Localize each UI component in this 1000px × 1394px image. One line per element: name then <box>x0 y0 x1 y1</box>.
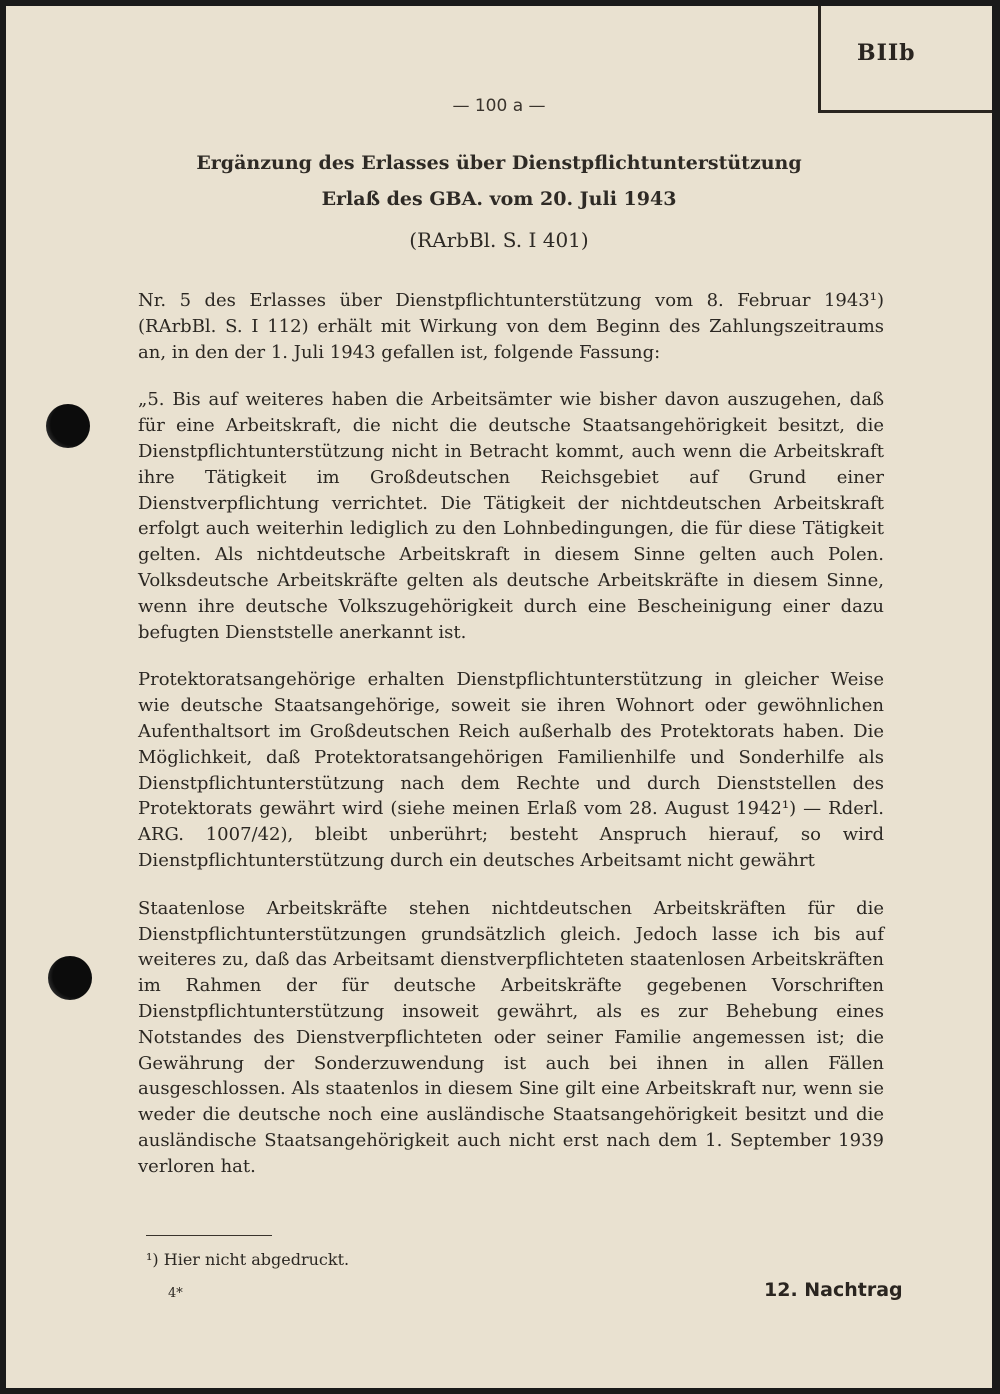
decree-reference: Erlaß des GBA. vom 20. Juli 1943 <box>321 188 677 210</box>
page-number: — 100 a — <box>452 96 546 116</box>
paragraph-intro: Nr. 5 des Erlasses über Dienstpflichtunterstützung vom 8. Februar 1943¹) (RArbBl. S. I 112) erhält mit Wirkung von dem Beginn des Zahlungszeitraums an, in den der 1. Juli 1943 gefallen ist, folgende Fassung: <box>138 290 884 363</box>
footnote: ¹) Hier nicht abgedruckt. <box>146 1250 350 1269</box>
document-body <box>138 288 884 1202</box>
supplement-label: 12. Nachtrag <box>764 1279 903 1301</box>
paragraph-protectorate: Protektoratsangehörige erhalten Dienstpflichtunterstützung in gleicher Weise wie deutsche Staatsangehörige, soweit sie ihren Wohnort oder gewöhnlichen Aufenthaltsort im Großdeutschen Reich außerhalb des Protektorats haben. Die Möglichkeit, daß Protektoratsangehörigen Familienhilfe und Sonderhilfe als Dienstpflichtunterstützung nach dem Rechte und durch Dienststellen des Protektorats gewährt wird (siehe meinen Erlaß vom 28. August 1942¹) — Rderl. ARG. 1007/42), bleibt unberührt; besteht Anspruch hierauf, so wird Dienstpflichtunterstützung durch ein deutsches Arbeitsamt nicht gewährt <box>138 669 884 871</box>
document-title: Ergänzung des Erlasses über Dienstpflichtunterstützung <box>196 152 802 174</box>
paragraph-section-5: „5. Bis auf weiteres haben die Arbeitsämter wie bisher davon auszugehen, daß für eine Arbeitskraft, die nicht die deutsche Staatsangehörigkeit besitzt, die Dienstpflichtunterstützung nicht in Betracht kommt, auch wenn die Arbeitskraft ihre Tätigkeit im Großdeutschen Reichsgebiet auf Grund einer Dienstverpflichtung verrichtet. Die Tätigkeit der nichtdeutschen Arbeitskraft erfolgt auch weiterhin lediglich zu den Lohnbedingungen, die für diese Tätigkeit gelten. Als nichtdeutsche Arbeitskraft in diesem Sinne gelten auch Polen. Volksdeutsche Arbeitskräfte gelten als deutsche Arbeitskräfte in diesem Sinne, wenn ihre deutsche Volkszugehörigkeit durch eine Bescheinigung einer dazu befugten Dienststelle anerkannt ist. <box>138 389 884 643</box>
paragraph-stateless: Staatenlose Arbeitskräfte stehen nichtdeutschen Arbeitskräften für die Dienstpflichtunterstützungen grundsätzlich gleich. Jedoch lasse ich bis auf weiteres zu, daß das Arbeitsamt dienstverpflichteten staatenlosen Arbeitskräften im Rahmen der für deutsche Arbeitskräfte gegebenen Vorschriften Dienstpflichtunterstützung insoweit gewährt, als es zur Behebung eines Notstandes des Dienstverpflichteten oder seiner Familie angemessen ist; die Gewährung der Sonderzuwendung ist auch bei ihnen in allen Fällen ausgeschlossen. Als staatenlos in diesem Sine gilt eine Arbeitskraft nur, wenn sie weder die deutsche noch eine ausländische Staatsangehörigkeit besitzt und die ausländische Staatsangehörigkeit auch nicht erst nach dem 1. September 1939 verloren hat. <box>138 897 884 1177</box>
punch-hole-top <box>46 404 90 448</box>
punch-hole-bottom <box>48 956 92 1000</box>
footnote-divider <box>146 1235 272 1236</box>
document-page <box>6 6 992 1388</box>
publication-reference: (RArbBl. S. I 401) <box>409 228 589 252</box>
section-label: BIIb <box>857 40 916 66</box>
signature-mark: 4* <box>168 1286 183 1301</box>
